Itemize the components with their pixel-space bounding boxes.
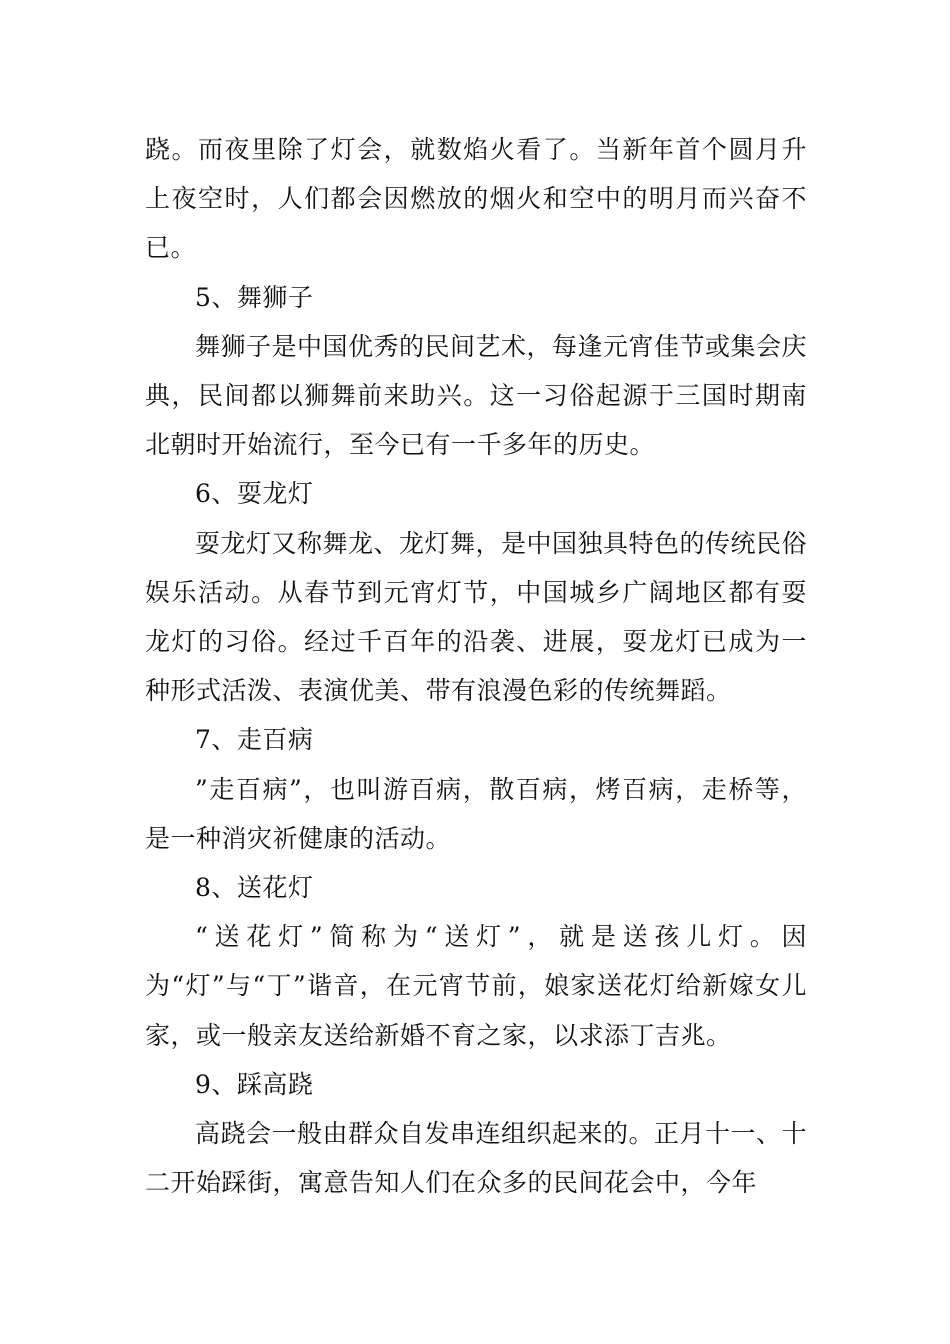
paragraph-lion-dance: 舞狮子是中国优秀的民间艺术，每逢元宵佳节或集会庆典，民间都以狮舞前来助兴。这一习俗起源于三国时期南北朝时开始流行，至今已有一千多年的历史。 xyxy=(145,331,808,460)
paragraph-stilts: 高跷会一般由群众自发串连组织起来的。正月十一、十二开始踩街，寓意告知人们在众多的民间花会中，今年 xyxy=(145,1119,808,1198)
paragraph-walking-away-illness: ”走百病”，也叫游百病，散百病，烤百病，走桥等，是一种消灾祈健康的活动。 xyxy=(145,774,807,853)
document-body xyxy=(145,125,807,1207)
paragraph-fireworks-continued: 跷。而夜里除了灯会，就数焰火看了。当新年首个圆月升上夜空时，人们都会因燃放的烟火和空中的明月而兴奋不已。 xyxy=(145,135,807,263)
section-heading-stilts: 9、踩高跷 xyxy=(195,1069,314,1099)
paragraph-sending-lanterns: “送花灯”简称为“送灯”，就是送孩儿灯。因为“灯”与“丁”谐音，在元宵节前，娘家送花灯给新嫁女儿家，或一般亲友送给新婚不育之家，以求添丁吉兆。 xyxy=(145,922,807,1050)
section-heading-walking-away-illness: 7、走百病 xyxy=(195,725,314,755)
section-heading-sending-lanterns: 8、送花灯 xyxy=(195,873,314,903)
section-heading-lion-dance: 5、舞狮子 xyxy=(195,282,314,312)
paragraph-dragon-lantern: 耍龙灯又称舞龙、龙灯舞，是中国独具特色的传统民俗娱乐活动。从春节到元宵灯节，中国城乡广阔地区都有耍龙灯的习俗。经过千百年的沿袭、进展，耍龙灯已成为一种形式活泼、表演优美、带有浪漫色彩的传统舞蹈。 xyxy=(145,528,808,706)
section-heading-dragon-lantern: 6、耍龙灯 xyxy=(195,479,314,509)
